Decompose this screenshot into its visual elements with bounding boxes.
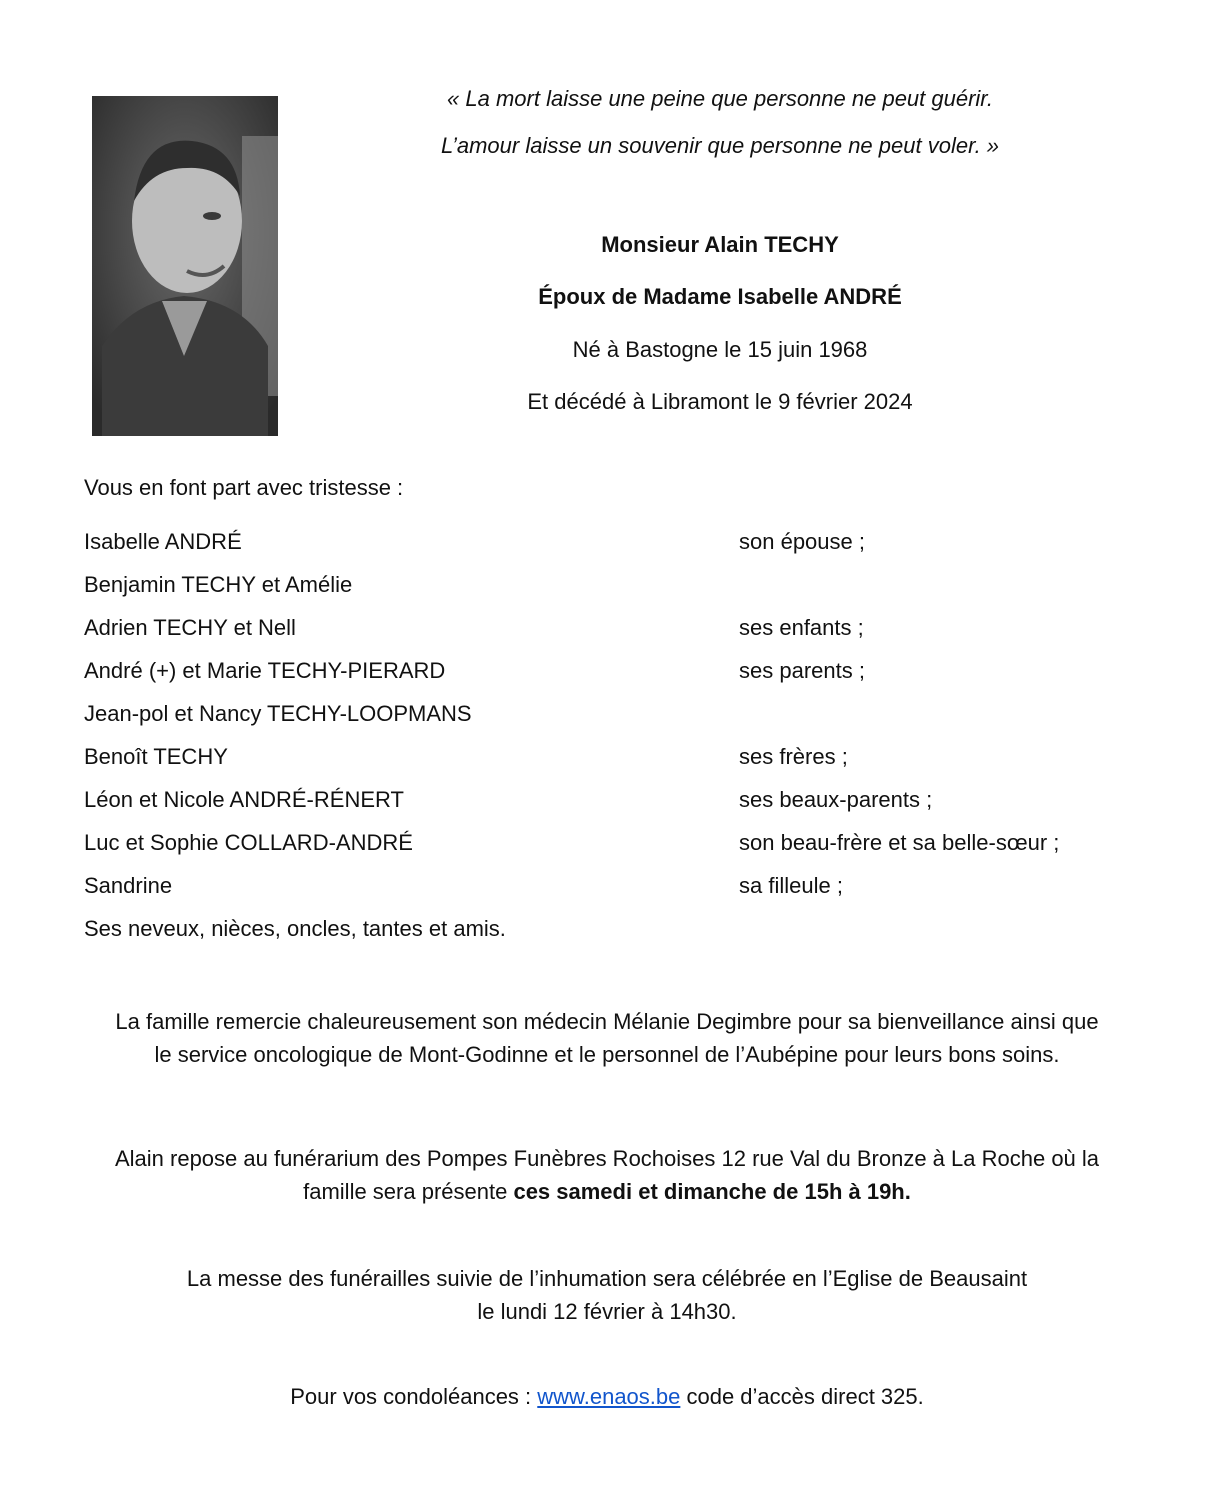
family-row [84, 735, 1134, 778]
thanks-line-1: La famille remercie chaleureusement son médecin Mélanie Degimbre pour sa bienveillance ainsi que [115, 1009, 1099, 1034]
family-member-name: Ses neveux, nièces, oncles, tantes et amis. [84, 916, 506, 941]
family-member-relation: son épouse ; [739, 529, 865, 554]
birth-line: Né à Bastogne le 15 juin 1968 [572, 337, 868, 362]
family-row [84, 692, 1134, 735]
family-row [84, 821, 1134, 864]
family-member-name: Benoît TECHY [84, 744, 228, 769]
family-member-relation: sa filleule ; [739, 873, 843, 898]
portrait-illustration [92, 96, 278, 436]
condolences-paragraph [60, 1380, 1154, 1413]
family-list [84, 520, 1134, 950]
visiting-hours: ces samedi et dimanche de 15h à 19h. [513, 1179, 911, 1204]
family-member-name: Adrien TECHY et Nell [84, 615, 296, 640]
family-member-relation: ses beaux-parents ; [739, 787, 933, 812]
quote-line-1: « La mort laisse une peine que personne ne peut guérir. [447, 86, 993, 111]
mass-line-2: le lundi 12 février à 14h30. [477, 1299, 737, 1324]
announcement-intro: Vous en font part avec tristesse : [84, 475, 404, 500]
family-member-name: Léon et Nicole ANDRÉ-RÉNERT [84, 787, 404, 812]
thanks-paragraph [60, 1005, 1154, 1071]
repose-paragraph [60, 1142, 1154, 1208]
thanks-line-2: le service oncologique de Mont-Godinne et le personnel de l’Aubépine pour leurs bons soins. [154, 1042, 1060, 1067]
condolences-link[interactable]: www.enaos.be [537, 1384, 681, 1409]
family-row [84, 563, 1134, 606]
condolences-prefix: Pour vos condoléances : [290, 1384, 538, 1409]
family-member-relation: ses parents ; [739, 658, 865, 683]
family-row [84, 778, 1134, 821]
condolences-suffix: code d’accès direct 325. [680, 1384, 924, 1409]
family-member-relation: ses frères ; [739, 744, 848, 769]
family-member-name: André (+) et Marie TECHY-PIERARD [84, 658, 446, 683]
family-row [84, 864, 1134, 907]
family-member-name: Sandrine [84, 873, 173, 898]
family-member-relation: son beau-frère et sa belle-sœur ; [739, 830, 1060, 855]
repose-line-2-text: famille sera présente [303, 1179, 514, 1204]
family-row [84, 649, 1134, 692]
repose-line-1: Alain repose au funérarium des Pompes Funèbres Rochoises 12 rue Val du Bronze à La Roche où la [114, 1146, 1100, 1171]
quote-line-2: L’amour laisse un souvenir que personne ne peut voler. » [440, 133, 1000, 158]
family-member-relation: ses enfants ; [739, 615, 864, 640]
family-member-name: Benjamin TECHY et Amélie [84, 572, 353, 597]
spouse-line: Époux de Madame Isabelle ANDRÉ [538, 284, 902, 309]
family-row [84, 907, 1134, 950]
family-row [84, 606, 1134, 649]
family-member-name: Isabelle ANDRÉ [84, 529, 242, 554]
repose-line-2 [60, 1175, 1154, 1208]
mass-line-1: La messe des funérailles suivie de l’inhumation sera célébrée en l’Eglise de Beausaint [186, 1266, 1028, 1291]
deceased-name: Monsieur Alain TECHY [601, 232, 839, 257]
death-line: Et décédé à Libramont le 9 février 2024 [527, 389, 913, 414]
family-row [84, 520, 1134, 563]
family-member-name: Luc et Sophie COLLARD-ANDRÉ [84, 830, 413, 855]
portrait-photo [92, 96, 278, 436]
mass-paragraph [60, 1262, 1154, 1328]
family-member-name: Jean-pol et Nancy TECHY-LOOPMANS [84, 701, 472, 726]
